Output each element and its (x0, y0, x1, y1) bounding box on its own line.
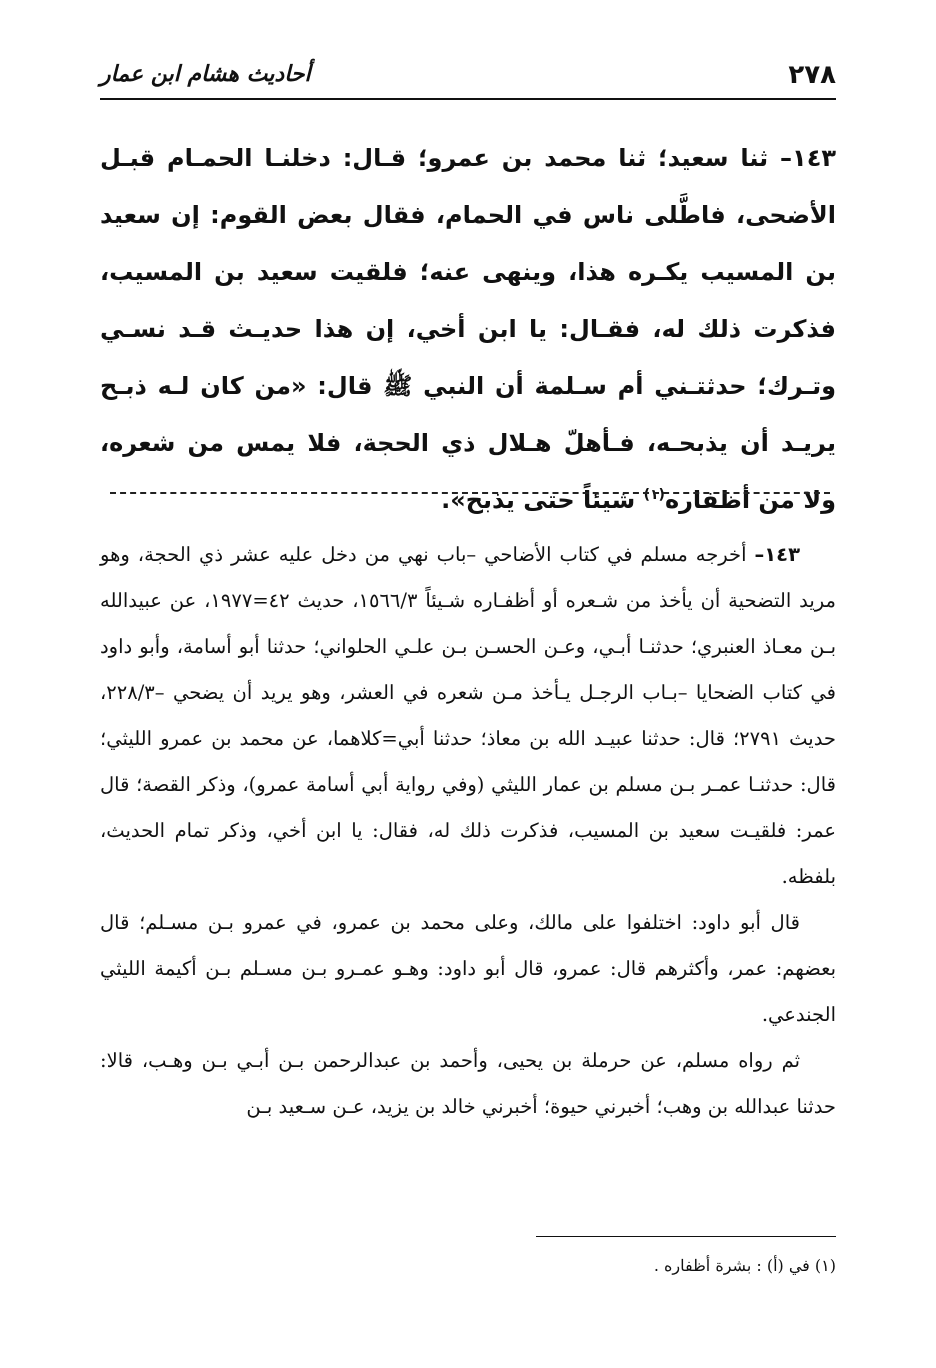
page-number: ٢٧٨ (788, 60, 836, 90)
notes-paragraph-2: قال أبو داود: اختلفوا على مالك، وعلى محمد بن عمرو، في عمرو بـن مسـلم؛ قال بعضهم: عمر، وأكثرهم قال: عمرو، قال أبو داود: وهـو عمـرو بـن مسـلم بـن أكيمة الليثي الجندعي. (100, 911, 836, 1026)
hadith-text (100, 130, 836, 529)
note-number: ١٤٣– (754, 543, 800, 566)
takhrij-notes (100, 532, 836, 1130)
footnote-rule (536, 1236, 836, 1237)
dashed-separator (110, 492, 830, 494)
notes-paragraph-3: ثم رواه مسلم، عن حرملة بن يحيى، وأحمد بن عبدالرحمن بـن أبـي بـن وهـب، قالا: حدثنا عبدالله بن وهب؛ أخبرني حيوة؛ أخبرني خالد بن يزيد، عـن سـعيد بـن (100, 1049, 836, 1118)
notes-paragraph (100, 532, 836, 900)
hadith-number: ١٤٣– (780, 144, 836, 172)
footnote-reference: (١) (643, 487, 665, 503)
footnote: (١) في (أ) : بشرة أظفاره . (653, 1256, 836, 1275)
notes-paragraph-1-text: أخرجه مسلم في كتاب الأضاحي –باب نهي من دخل عليه عشر ذي الحجة، وهو مريد التضحية أن يأخذ من شـعره أو أظفـاره شـيئاً ١٥٦٦/٣، حديث ٤٢=١٩٧٧، عن عبيدالله بـن معـاذ العنبري؛ حدثنـا أبـي، وعـن الحسـن بـن علـي الحلواني؛ حدثنا أبو أسامة، وأبو داود في كتاب الضحايا –بـاب الرجـل يـأخذ مـن شعره في العشر، وهو يريد أن يضحي –٢٢٨/٣، حديث ٢٧٩١؛ قال: حدثنا عبيـد الله بن معاذ؛ حدثنا أبي=كلاهما، عن محمد بن عمرو الليثي؛ قال: حدثنـا عمـر بـن مسلم بن عمار الليثي (وفي رواية أبي أسامة عمرو)، وذكر القصة؛ قال عمر: فلقيـت سعيد بن المسيب، فذكرت ذلك له، فقال: يا ابن أخي، وذكر تمام الحديث، بلفظه. (100, 543, 836, 888)
hadith-ending: شيئاً حتى يذبح». (441, 486, 644, 514)
hadith-body: ثنا سعيد؛ ثنا محمد بن عمرو؛ قـال: دخلنـا الحمـام قبـل الأضحى، فاطَّلى ناس في الحمام، فقال بعض القوم: إن سعيد بن المسيب يكـره هذا، وينهى عنه؛ فلقيت سعيد بن المسيب، فذكرت ذلك له، فقـال: يا ابن أخي، إن هذا حديـث قـد نسـي وتـرك؛ حدثتـني أم سـلمة أن النبي ﷺ قال: «من كان لـه ذبـح يريـد أن يذبحـه، فـأهلّ هـلال ذي الحجة، فلا يمس من شعره، ولا من أظفاره (100, 144, 836, 514)
page-header (100, 58, 836, 100)
running-title: أحاديث هشام ابن عمار (100, 62, 311, 87)
